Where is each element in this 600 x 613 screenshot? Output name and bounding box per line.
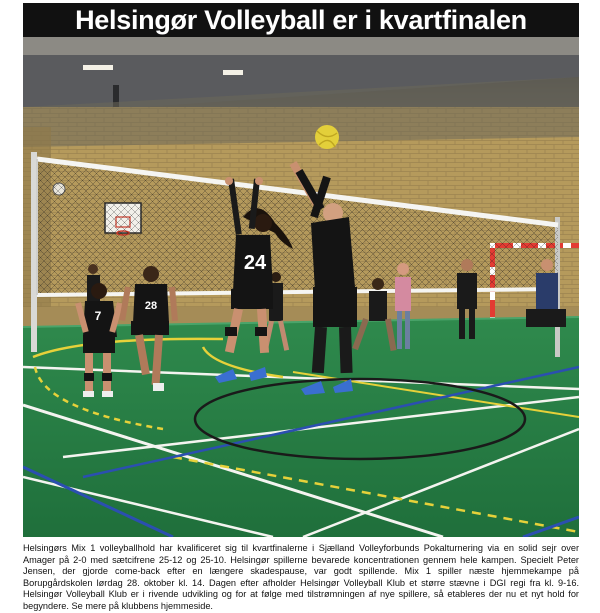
article-photo: [23, 37, 579, 537]
ceiling-light: [223, 70, 243, 75]
jersey-number: 24: [243, 252, 267, 274]
jersey-number: 28: [144, 300, 158, 312]
ceiling-light: [83, 65, 113, 70]
article-caption: Helsingørs Mix 1 volleyballhold har kvalificeret sig til kvartfinalerne i Sjælland Volleyforbunds Pokalturnering via en solid sejr over Amager på 2-0 med sætcifrene 25-12 og 25-10. Helsingør spillerne bevarede koncentrationen gennem hele kampen. Specielt Peter Jensen, der gjorde come-back efter en længere skadespause, var godt spillende. Mix 1 spiller næste hjemmekampe på Borupgårdskolen lørdag 28. oktober kl. 14. Dagen efter afholder Helsingør Volleyball Klub et større stævne i DGI regi fra kl. 9-16. Helsingør Volleyball Klub er i rivende udvikling og for at følge med tilstrømningen af nye spillere, så etableres der nu et nyt hold for begyndere. Se mere på klubbens hjemmeside.: [23, 543, 579, 611]
article-headline: Helsingør Volleyball er i kvartfinalen: [23, 3, 579, 37]
volleyball-scene: [23, 37, 579, 537]
jersey-number: 7: [94, 309, 102, 323]
